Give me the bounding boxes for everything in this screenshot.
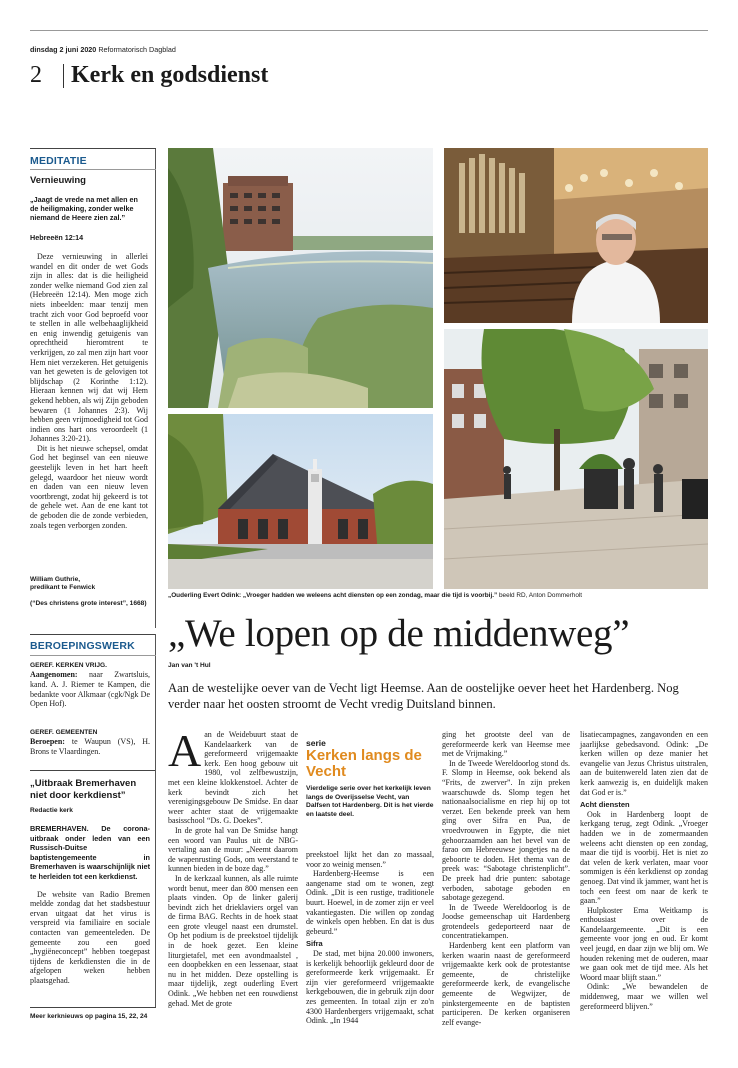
beroep-text: te Waupun (VS), H. Brons te Vlaardingen. [30, 737, 150, 756]
article-paragraph: In de Tweede Wereldoorlog stond ds. F. Slomp in Heemse, ook bekend als “Frits, de zwerver”. In zijn preken waarschuwde ds. Slomp tegen het nationaalsocialisme en riep hij op tot verzet. Een bekende preek van hem ging over Sifra en Pua, de vroedvrouwen in Egypte, die niet gehoorzaamden aan het bevel van de farao om Hebreeuwse jongetjes na de geboorte te doden. Het thema van de preek was: “Sabotage christenplicht”. De preek had drie punten: sabotage verboden, sabotage geboden en sabotage gezegend. [442, 758, 570, 903]
sidebar-rule-top [30, 148, 156, 149]
article-column-4 [580, 730, 708, 1011]
serie-label: serie [306, 738, 326, 748]
serie-box [306, 738, 434, 819]
dateline [30, 45, 176, 54]
meditatie-author-role: predikant te Fenwick [30, 584, 96, 591]
photo-kandelaarkerk [168, 414, 433, 589]
news-paragraph: De website van Radio Bremen meldde zondag dat het stadsbestuur ervan uitgaat dat het virus is verspreid via familiaire en sociale contacten van gemeenteleden. De gemeente zou een goed „hygiëneconcept” hebben toegepast tijdens de kerkdiensten die in de afgelopen weken hebben plaatsgehad. [30, 889, 150, 985]
article-column-2 [306, 850, 434, 1026]
page-divider [63, 64, 64, 88]
article-paragraph: ging het grootste deel van de gereformeerde kerk van Heemse mee met de Vrijmaking.” [442, 730, 570, 759]
sidebar-rule-vertical [155, 148, 156, 628]
news-byline: Redactie kerk [30, 807, 73, 814]
article-paragraph: Hardenberg-Heemse is een aangename stad om te wonen, zegt Odink. „Dit is een rustige, traditionele buurt. Hoewel, in de zomer zijn er veel vakantiegasten. Die willen op zondag de winkels open hebben. En dat is dus gebeurd.” [306, 869, 434, 936]
meditatie-kicker: MEDITATIE [30, 155, 87, 167]
article-paragraph: In de grote hal van De Smidse hangt een woord van Paulus uit de NBG-vertaling aan de muur: „Neemt daarom de wapenrusting Gods, om weerstand te kunnen bieden in de boze dag.” [168, 825, 298, 874]
news-body [30, 824, 150, 986]
serie-title: Kerken langs de Vecht [306, 747, 422, 780]
article-paragraph: preekstoel lijkt het dan zo massaal, voor zo weinig mensen.” [306, 850, 434, 869]
issue-date: dinsdag 2 juni 2020 [30, 45, 97, 54]
page-number: 2 [30, 62, 42, 88]
beroepingswerk-rule [30, 655, 156, 656]
article-paragraph: In de kerkzaal kunnen, als alle ruimte wordt benut, meer dan 800 mensen een plaats vinden. Op de linker galerij bevindt zich het drieklaviers orgel van de firma BAG. Rechts in de hoek staat een grote vleugel naast een drumstel. Op het podium is de preekstoel tijdelijk in de hoek gezet. Een kleine liturgietafel, met een avondmaalstel , een doopbekken en een lessenaar, staat nu in het midden. Deze opstelling is maar tijdelijk, zegt ouderling Evert Odink. „We hebben net een rouwdienst gehad. Met de grote [168, 873, 298, 1008]
article-subheading: Acht diensten [580, 800, 630, 810]
photo-credit: beeld RD, Anton Dommerholt [498, 592, 583, 599]
news-headline: „Uitbraak Bremerhaven niet door kerkdienst” [30, 778, 137, 801]
article-column-3 [442, 730, 570, 1027]
meditatie-paragraph: Dit is het nieuwe schepsel, omdat God het beginsel van een nieuwe geestelijk leven in het hart heeft gelegd, waardoor het nieuw wordt en daden van een nieuw leven voortbrengt, zodat hij gekeerd is tot de gehele wet. Aan de ene kant tot de geboden die de zonde verbieden, zoals tegen verborgen zonden. [30, 443, 148, 530]
meditatie-quote: „Jaagt de vrede na met allen en de heiligmaking, zonder welke niemand de Heere zien zal.” [30, 195, 138, 223]
beroep-entry [30, 727, 150, 757]
article-paragraph: De stad, met bijna 20.000 inwoners, is kerkelijk behoorlijk gekleurd door de gereformeerde kerk vrijgemaakt. Er zijn vier gereformeerd vrijgemaakte kerkgebouwen, die in gebruik zijn door zes gemeenten. In totaal zijn er zo'n 4300 Hardenbergers vrijgemaakt, schat Odink. „In 1944 [306, 948, 434, 1026]
photo-river-heemse [168, 148, 433, 408]
news-rule-top [30, 770, 156, 771]
article-intro: Aan de westelijke oever van de Vecht ligt Heemse. Aan de oostelijke oever heet het Hardenberg. Nog verder naar het oosten stroomt de Vecht vredig Duitsland binnen. [168, 681, 679, 711]
news-rule-bottom [30, 1007, 156, 1008]
caption-text: „Ouderling Evert Odink: „Vroeger hadden we weleens acht diensten op een zondag, maar die tijd is voorbij.” [168, 592, 498, 599]
beroepingswerk-rule-top [30, 634, 156, 635]
article-paragraph: Hulpkoster Erna Weitkamp is enthousiast over de Kandelaargemeente. „Dit is een gemeente voor jong en oud. Er komt veel jeugd, en daar zijn we blij om. We houden rekening met de ouderen, maar we gaan ook met de tijd mee. Als het Woord maar blijft staan.” [580, 905, 708, 982]
meditatie-source: (“Des christens grote interest”, 1668) [30, 600, 147, 607]
beroep-heading: GEREF. GEMEENTEN [30, 729, 98, 736]
article-paragraph: Odink: „We bewandelen de middenweg, maar we willen wel gereformeerd blijven.” [580, 982, 708, 1011]
paper-name: Reformatorisch Dagblad [98, 45, 176, 54]
meditatie-reference: Hebreeën 12:14 [30, 233, 84, 242]
beroepingswerk-kicker: BEROEPINGSWERK [30, 640, 135, 652]
beroep-entry [30, 660, 150, 709]
section-title: Kerk en godsdienst [71, 62, 269, 88]
article-byline: Jan van 't Hul [168, 662, 211, 669]
photo-caption [168, 592, 708, 600]
article-paragraph: Hardenberg kent een platform van kerken waarin naast de gereformeerd vrijgemaakte kerk ook de protestantse gemeente, de christelijke gereformeerde kerk, de evangelische gemeente de Wegwijzer, de pinkstergemeente en de baptisten participeren. De kerken organiseren zelf evange- [442, 941, 570, 1027]
serie-description: Vierdelige serie over het kerkelijk leven langs de Overijsselse Vecht, van Dalfsen tot Hardenberg. Dit is het vierde en laatste deel. [306, 785, 434, 818]
article-column-1 [168, 725, 298, 1008]
article-paragraph: Ook in Hardenberg loopt de kerkgang terug, zegt Odink. „Vroeger hadden we in de zomermaanden weleens acht diensten op een zondag, maar die tijd is voorbij. Het is niet zo dat velen de kerk verlaten, maar voor sommigen is één kerkdienst op zondag genoeg. Dat vind ik jammer, want het is toch een feest om naar de kerk te gaan.” [580, 809, 708, 906]
article-paragraph: In de Tweede Wereldoorlog is de Joodse gemeenschap uit Hardenberg grotendeels gedeporteerd naar de concentratiekampen. [442, 902, 570, 941]
meditatie-body [30, 252, 148, 530]
beroep-text: naar Zwartsluis, kand. A. J. Riemer te Kampen, die bedankte voor Alkmaar (cgk/Ngk De Open Hof). [30, 670, 150, 709]
article-headline: „We lopen op de middenweg” [168, 612, 630, 655]
meditatie-rule [30, 169, 156, 170]
photo-hardenberg-street [444, 329, 708, 589]
meditatie-title: Vernieuwing [30, 175, 86, 186]
news-rule-vertical [155, 770, 156, 1007]
beroep-label: Aangenomen: [30, 670, 78, 680]
article-paragraph: an de Weidebuurt staat de Kandelaarkerk van de gereformeerd vrijgemaakte kerk. Een hoog gebouw uit 1980, vol zelfbewustzijn, met een kleine klokkenstoel. Achter de kerk bevindt zich het verenigingsgebouw De Smidse. En daar weer achter staat de vrijgemaakte basisschool “Ds. G. Doekes”. [168, 730, 298, 826]
article-subheading: Sifra [306, 939, 323, 949]
photo-church-interior-odink [444, 148, 708, 323]
article-paragraph: lisatiecampagnes, zangavonden en een jaarlijkse gebedsavond. Odink: „De kerken willen op deze manier het evangelie van Jezus Christus uitstralen, aan de buitenwereld laten zien dat de kerk aanwezig is, en duidelijk maken dat God er is.” [580, 730, 708, 797]
beroep-heading: GEREF. KERKEN VRIJG. [30, 662, 107, 669]
news-lead: BREMERHAVEN. De corona-uitbraak onder leden van een Russisch-Duitse baptistengemeente in Bremerhaven is waarschijnlijk niet te herleiden tot een kerkdienst. [30, 824, 150, 881]
more-news-link[interactable]: Meer kerknieuws op pagina 15, 22, 24 [30, 1013, 148, 1020]
top-rule [30, 30, 708, 31]
beroep-label: Beroepen: [30, 737, 65, 747]
meditatie-author: William Guthrie, [30, 576, 81, 583]
dropcap: A [168, 725, 202, 776]
meditatie-paragraph: Deze vernieuwing in allerlei wandel en dit onder de wet Gods zijn in alles: dat is die heiligheid zonder welke niemand God zien zal (Hebreeën 12:14). Men moge zich niets inbeelden: maar tenzij men tracht zich voor God beproefd voor te stellen in alle welbehaaglijkheid en enig inwendig getuigenis van oprechtheid hieromtrent te verkrijgen, zo zal men zijn hart voor Hem niet verzekeren. Het getuigenis van het geweten is de gelovigen tot blijdschap (2 Korinthe 1:12). Hieraan kennen wij dat wij Hem gekend hebben, als wij Zijn geboden bewaren (1 Johannes 2:3). Wij hebben geen vrijmoedigheid tot God indien ons hart ons veroordeelt (1 Johannes 3:20-21). [30, 252, 148, 444]
